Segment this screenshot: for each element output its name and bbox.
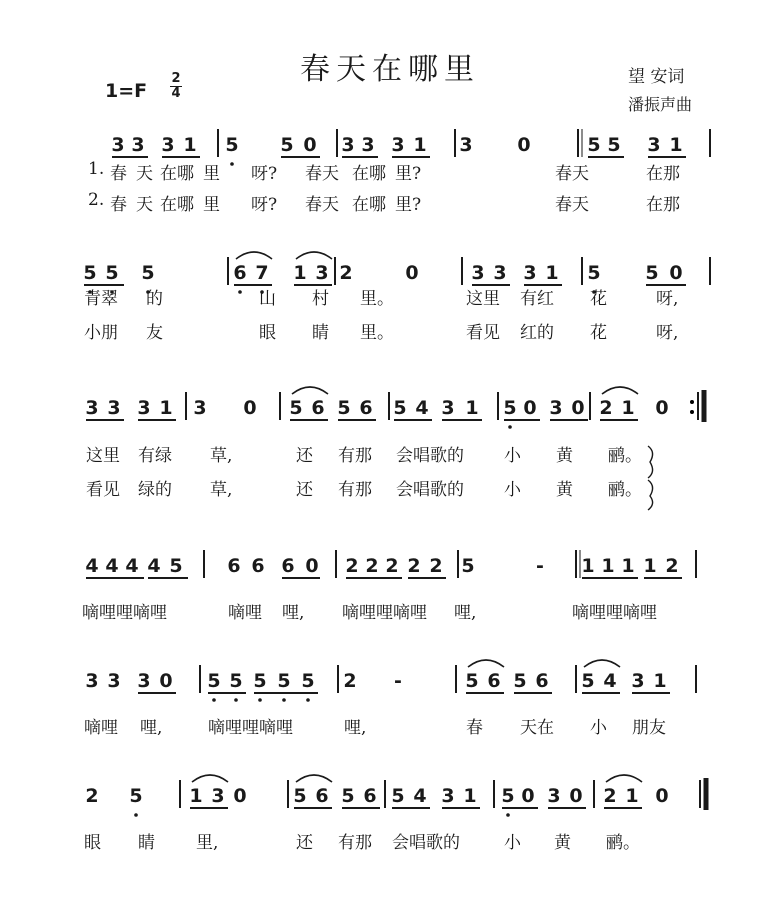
lyric-syllable: 山 bbox=[259, 289, 276, 309]
note-digit: 1 bbox=[413, 134, 427, 156]
note-digit: 2 bbox=[85, 785, 99, 807]
lyric-syllable: 嘀哩哩嘀哩 bbox=[82, 603, 167, 623]
note-digit: - bbox=[394, 670, 402, 692]
note-digit: 5 bbox=[513, 670, 527, 692]
lyric-syllable: 小 bbox=[504, 833, 521, 853]
lyric-syllable: 红的 bbox=[520, 323, 554, 343]
note-digit: 5 bbox=[141, 262, 155, 284]
octave-dot bbox=[506, 813, 510, 817]
lyricist-credit: 望 安词 bbox=[628, 67, 685, 87]
lyric-syllable: 有那 bbox=[338, 833, 372, 853]
slur-arc bbox=[606, 775, 642, 782]
lyric-syllable: 小朋 bbox=[84, 323, 118, 343]
note-digit: 6 bbox=[363, 785, 377, 807]
lyric-syllable: 鹂。 bbox=[608, 480, 642, 500]
lyric-syllable: 会唱歌的 bbox=[396, 446, 464, 466]
octave-dot bbox=[258, 698, 262, 702]
slur-arc bbox=[296, 252, 332, 259]
lyric-syllable: 草, bbox=[210, 446, 233, 466]
note-digit: 5 bbox=[337, 397, 351, 419]
lyric-syllable: 天 bbox=[136, 164, 153, 184]
slur-arc bbox=[192, 775, 228, 782]
lyric-syllable: 里。 bbox=[360, 289, 394, 309]
note-digit: 5 bbox=[465, 670, 479, 692]
lyric-syllable: 花 bbox=[590, 323, 607, 343]
lyric-syllable: 嘀哩哩嘀哩 bbox=[572, 603, 657, 623]
lyric-syllable: 哩, bbox=[140, 718, 163, 738]
lyric-syllable: 有红 bbox=[520, 289, 554, 309]
note-digit: 3 bbox=[131, 134, 145, 156]
lyric-syllable: 1. bbox=[88, 159, 105, 179]
note-digit: 7 bbox=[255, 262, 269, 284]
lyric-syllable: 看见 bbox=[466, 323, 500, 343]
slur-arc bbox=[292, 387, 328, 394]
note-digit: 0 bbox=[655, 785, 669, 807]
repeat-dot bbox=[690, 410, 694, 414]
note-digit: 3 bbox=[459, 134, 473, 156]
note-digit: 5 bbox=[581, 670, 595, 692]
lyric-syllable: 天 bbox=[136, 195, 153, 215]
note-digit: 0 bbox=[571, 397, 585, 419]
lyric-syllable: 呀? bbox=[251, 195, 278, 215]
note-digit: 2 bbox=[345, 555, 359, 577]
slur-arc bbox=[468, 660, 504, 667]
lyric-syllable: 嘀哩哩嘀哩 bbox=[208, 718, 293, 738]
lyric-syllable: 有那 bbox=[338, 446, 372, 466]
note-digit: 0 bbox=[521, 785, 535, 807]
note-digit: 0 bbox=[233, 785, 247, 807]
note-digit: 5 bbox=[253, 670, 267, 692]
composer-credit: 潘振声曲 bbox=[628, 95, 693, 114]
lyric-syllable: 还 bbox=[296, 833, 313, 853]
lyric-syllable: 在哪 bbox=[352, 164, 386, 184]
lyric-syllable: 春 bbox=[110, 164, 127, 184]
note-digit: 1 bbox=[581, 555, 595, 577]
note-digit: 3 bbox=[647, 134, 661, 156]
lyric-brace bbox=[648, 446, 653, 478]
note-digit: 0 bbox=[655, 397, 669, 419]
note-digit: 0 bbox=[669, 262, 683, 284]
lyric-syllable: 呀? bbox=[251, 164, 278, 184]
note-digit: 1 bbox=[621, 555, 635, 577]
note-digit: 5 bbox=[587, 134, 601, 156]
note-digit: 0 bbox=[159, 670, 173, 692]
note-digit: 5 bbox=[225, 134, 239, 156]
lyric-syllable: 里。 bbox=[360, 323, 394, 343]
lyric-syllable: 鹂。 bbox=[608, 446, 642, 466]
note-digit: 4 bbox=[603, 670, 617, 692]
octave-dot bbox=[234, 698, 238, 702]
note-digit: 3 bbox=[193, 397, 207, 419]
octave-dot bbox=[212, 698, 216, 702]
lyric-syllable: 春天 bbox=[555, 195, 589, 215]
note-digit: - bbox=[536, 555, 544, 577]
lyric-syllable: 哩, bbox=[282, 603, 305, 623]
note-digit: 1 bbox=[189, 785, 203, 807]
note-digit: 2 bbox=[339, 262, 353, 284]
song-title: 春天在哪里 bbox=[300, 52, 480, 87]
note-digit: 2 bbox=[665, 555, 679, 577]
note-digit: 5 bbox=[83, 262, 97, 284]
note-digit: 1 bbox=[465, 397, 479, 419]
slur-arc bbox=[602, 387, 638, 394]
note-digit: 1 bbox=[643, 555, 657, 577]
lyric-syllable: 嘀哩 bbox=[84, 718, 118, 738]
note-digit: 5 bbox=[393, 397, 407, 419]
note-digit: 6 bbox=[359, 397, 373, 419]
note-digit: 1 bbox=[601, 555, 615, 577]
lyric-syllable: 呀, bbox=[656, 323, 679, 343]
note-digit: 2 bbox=[385, 555, 399, 577]
note-digit: 3 bbox=[391, 134, 405, 156]
note-digit: 3 bbox=[341, 134, 355, 156]
lyric-syllable: 哩, bbox=[344, 718, 367, 738]
repeat-dot bbox=[690, 400, 694, 404]
note-digit: 2 bbox=[343, 670, 357, 692]
lyric-syllable: 小 bbox=[504, 480, 521, 500]
note-digit: 5 bbox=[105, 262, 119, 284]
note-digit: 1 bbox=[545, 262, 559, 284]
lyric-syllable: 春天 bbox=[555, 164, 589, 184]
note-digit: 3 bbox=[107, 670, 121, 692]
lyric-syllable: 还 bbox=[296, 446, 313, 466]
note-digit: 3 bbox=[161, 134, 175, 156]
lyric-syllable: 有那 bbox=[338, 480, 372, 500]
note-digit: 5 bbox=[280, 134, 294, 156]
lyric-syllable: 在哪 bbox=[160, 195, 194, 215]
octave-dot bbox=[508, 425, 512, 429]
note-digit: 1 bbox=[183, 134, 197, 156]
lyric-syllable: 里? bbox=[395, 164, 422, 184]
note-digit: 3 bbox=[361, 134, 375, 156]
lyric-syllable: 在那 bbox=[646, 164, 680, 184]
lyric-syllable: 哩, bbox=[454, 603, 477, 623]
lyric-syllable: 在哪 bbox=[352, 195, 386, 215]
note-digit: 0 bbox=[405, 262, 419, 284]
lyric-syllable: 春 bbox=[110, 195, 127, 215]
lyric-brace bbox=[648, 480, 653, 510]
note-digit: 5 bbox=[293, 785, 307, 807]
note-digit: 1 bbox=[669, 134, 683, 156]
octave-dot bbox=[282, 698, 286, 702]
note-digit: 0 bbox=[303, 134, 317, 156]
lyric-syllable: 这里 bbox=[466, 289, 500, 309]
note-digit: 0 bbox=[523, 397, 537, 419]
lyric-syllable: 黄 bbox=[556, 446, 573, 466]
note-digit: 2 bbox=[407, 555, 421, 577]
note-digit: 0 bbox=[517, 134, 531, 156]
lyric-syllable: 还 bbox=[296, 480, 313, 500]
note-digit: 3 bbox=[549, 397, 563, 419]
lyric-syllable: 绿的 bbox=[138, 480, 172, 500]
note-digit: 4 bbox=[413, 785, 427, 807]
time-signature-bottom: 4 bbox=[171, 86, 181, 101]
note-digit: 0 bbox=[305, 555, 319, 577]
slur-arc bbox=[296, 775, 332, 782]
note-digit: 6 bbox=[487, 670, 501, 692]
note-digit: 3 bbox=[547, 785, 561, 807]
lyric-syllable: 嘀哩 bbox=[228, 603, 262, 623]
note-digit: 3 bbox=[315, 262, 329, 284]
note-digit: 1 bbox=[463, 785, 477, 807]
octave-dot bbox=[134, 813, 138, 817]
lyric-syllable: 睛 bbox=[312, 323, 329, 343]
note-digit: 3 bbox=[631, 670, 645, 692]
note-digit: 1 bbox=[159, 397, 173, 419]
note-digit: 3 bbox=[107, 397, 121, 419]
note-digit: 1 bbox=[293, 262, 307, 284]
slur-arc bbox=[584, 660, 620, 667]
note-digit: 5 bbox=[645, 262, 659, 284]
note-digit: 6 bbox=[535, 670, 549, 692]
note-digit: 0 bbox=[569, 785, 583, 807]
lyric-syllable: 眼 bbox=[259, 323, 276, 343]
note-digit: 3 bbox=[441, 397, 455, 419]
note-digit: 2 bbox=[603, 785, 617, 807]
lyric-syllable: 花 bbox=[590, 289, 607, 309]
key-signature: 1=F bbox=[105, 80, 148, 102]
lyric-syllable: 春 bbox=[466, 718, 483, 738]
note-digit: 5 bbox=[129, 785, 143, 807]
note-digit: 4 bbox=[147, 555, 161, 577]
lyric-syllable: 在哪 bbox=[160, 164, 194, 184]
note-digit: 1 bbox=[625, 785, 639, 807]
note-digit: 6 bbox=[227, 555, 241, 577]
note-digit: 4 bbox=[105, 555, 119, 577]
lyric-syllable: 朋友 bbox=[632, 718, 666, 738]
note-digit: 6 bbox=[233, 262, 247, 284]
note-digit: 2 bbox=[365, 555, 379, 577]
lyric-syllable: 小 bbox=[504, 446, 521, 466]
lyric-syllable: 小 bbox=[590, 718, 607, 738]
note-digit: 5 bbox=[587, 262, 601, 284]
note-digit: 3 bbox=[471, 262, 485, 284]
note-digit: 2 bbox=[599, 397, 613, 419]
lyric-syllable: 黄 bbox=[556, 480, 573, 500]
note-digit: 4 bbox=[85, 555, 99, 577]
note-digit: 5 bbox=[341, 785, 355, 807]
lyric-syllable: 里 bbox=[203, 195, 220, 215]
lyric-syllable: 这里 bbox=[86, 446, 120, 466]
lyric-syllable: 里? bbox=[395, 195, 422, 215]
note-digit: 2 bbox=[429, 555, 443, 577]
lyric-syllable: 在那 bbox=[646, 195, 680, 215]
note-digit: 6 bbox=[281, 555, 295, 577]
lyric-syllable: 天在 bbox=[520, 718, 554, 738]
note-digit: 5 bbox=[229, 670, 243, 692]
lyric-syllable: 黄 bbox=[554, 833, 571, 853]
lyric-syllable: 看见 bbox=[86, 480, 120, 500]
note-digit: 3 bbox=[85, 397, 99, 419]
note-digit: 3 bbox=[137, 670, 151, 692]
lyric-syllable: 里, bbox=[196, 833, 219, 853]
lyric-syllable: 呀, bbox=[656, 289, 679, 309]
octave-dot bbox=[238, 290, 242, 294]
lyric-syllable: 眼 bbox=[84, 833, 101, 853]
lyric-syllable: 友 bbox=[146, 323, 163, 343]
note-digit: 1 bbox=[653, 670, 667, 692]
note-digit: 3 bbox=[441, 785, 455, 807]
note-digit: 0 bbox=[243, 397, 257, 419]
note-digit: 3 bbox=[85, 670, 99, 692]
lyric-syllable: 会唱歌的 bbox=[392, 833, 460, 853]
lyric-syllable: 草, bbox=[210, 480, 233, 500]
note-digit: 5 bbox=[289, 397, 303, 419]
lyric-syllable: 里 bbox=[203, 164, 220, 184]
time-signature-top: 2 bbox=[171, 71, 181, 86]
lyric-syllable: 村 bbox=[312, 289, 329, 309]
note-digit: 3 bbox=[523, 262, 537, 284]
note-digit: 5 bbox=[607, 134, 621, 156]
lyric-syllable: 鹂。 bbox=[606, 833, 640, 853]
note-digit: 5 bbox=[503, 397, 517, 419]
lyric-syllable: 有绿 bbox=[138, 446, 172, 466]
note-digit: 5 bbox=[461, 555, 475, 577]
note-digit: 1 bbox=[621, 397, 635, 419]
note-digit: 5 bbox=[501, 785, 515, 807]
note-digit: 3 bbox=[111, 134, 125, 156]
note-digit: 6 bbox=[315, 785, 329, 807]
note-digit: 5 bbox=[391, 785, 405, 807]
lyric-syllable: 春天 bbox=[305, 195, 339, 215]
lyric-syllable: 睛 bbox=[138, 833, 155, 853]
lyric-syllable: 青翠 bbox=[84, 289, 118, 309]
note-digit: 5 bbox=[207, 670, 221, 692]
lyric-syllable: 会唱歌的 bbox=[396, 480, 464, 500]
note-digit: 4 bbox=[125, 555, 139, 577]
note-digit: 6 bbox=[251, 555, 265, 577]
lyric-syllable: 2. bbox=[88, 190, 105, 210]
note-digit: 3 bbox=[211, 785, 225, 807]
octave-dot bbox=[230, 162, 234, 166]
lyric-syllable: 春天 bbox=[305, 164, 339, 184]
note-digit: 3 bbox=[137, 397, 151, 419]
note-digit: 5 bbox=[169, 555, 183, 577]
note-digit: 5 bbox=[277, 670, 291, 692]
note-digit: 5 bbox=[301, 670, 315, 692]
note-digit: 6 bbox=[311, 397, 325, 419]
lyric-syllable: 嘀哩哩嘀哩 bbox=[342, 603, 427, 623]
slur-arc bbox=[236, 252, 272, 259]
note-digit: 4 bbox=[415, 397, 429, 419]
octave-dot bbox=[306, 698, 310, 702]
lyric-syllable: 的 bbox=[146, 289, 163, 309]
note-digit: 3 bbox=[493, 262, 507, 284]
